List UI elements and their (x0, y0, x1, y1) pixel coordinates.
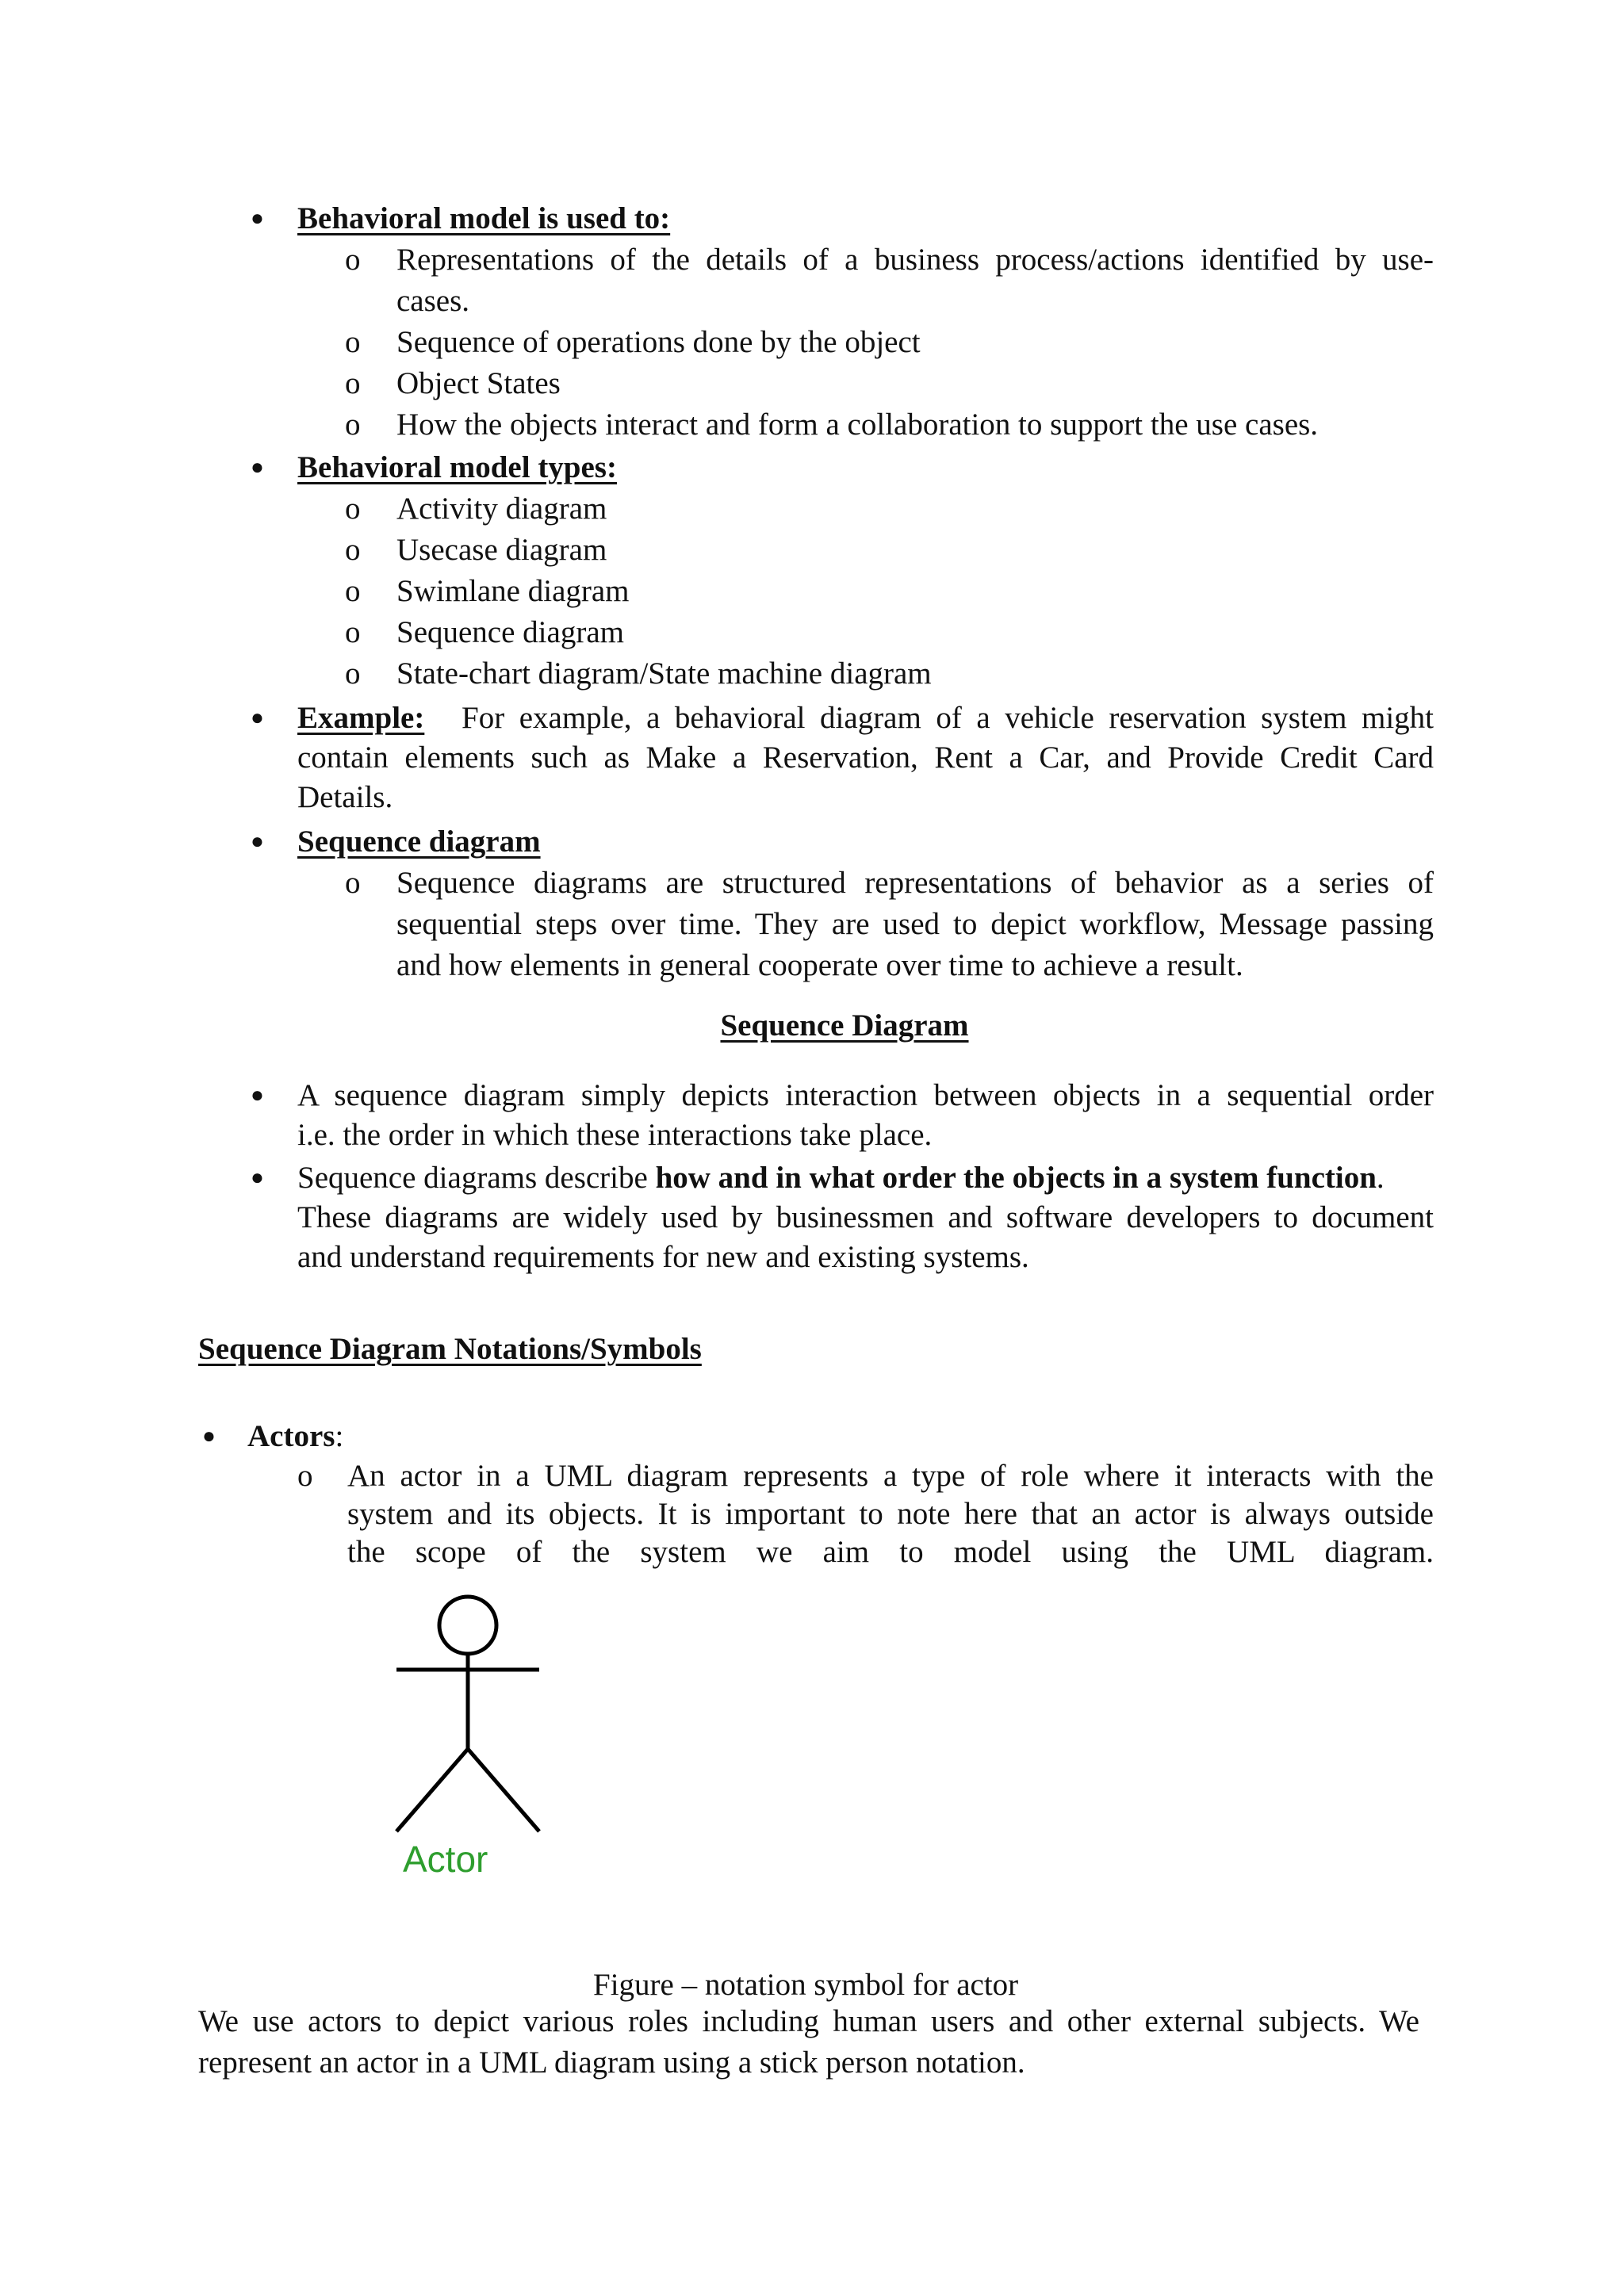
paragraph-text: i.e. the order in which these interactions take place. (297, 1118, 933, 1152)
actors-heading (247, 1416, 343, 1457)
bullet-icon: ● (251, 706, 264, 730)
section-heading-sequence-diagram: Sequence diagram (297, 825, 541, 859)
bullet-icon: ● (251, 455, 264, 480)
paragraph-text: A sequence diagram simply depicts interaction between objects in a sequential order (297, 1078, 1434, 1112)
list-item-text: Sequence diagram (396, 615, 624, 649)
bullet-icon: ● (251, 1083, 264, 1108)
sub-bullet-icon: o (345, 408, 361, 442)
paragraph-text (297, 1158, 1385, 1199)
actors-text: An actor in a UML diagram represents a type of role where it interacts with the (347, 1459, 1434, 1493)
bullet-icon: ● (251, 1165, 264, 1190)
sub-bullet-icon: o (345, 243, 361, 277)
actors-colon: : (335, 1419, 344, 1453)
sub-bullet-icon: o (345, 325, 361, 359)
section-heading-behavioral-model-used: Behavioral model is used to: (297, 201, 671, 235)
closing-paragraph-text: represent an actor in a UML diagram using a stick person notation. (198, 2045, 1025, 2080)
paragraph-text-plain: . (1376, 1161, 1385, 1195)
figure-caption: Figure – notation symbol for actor (593, 1968, 1019, 2002)
paragraph-text-plain: Sequence diagrams describe (297, 1161, 656, 1195)
actor-left-leg (396, 1749, 468, 1831)
list-item-text: Sequence of operations done by the object (396, 325, 921, 359)
paragraph-text-bold: how and in what order the objects in a system function (655, 1161, 1377, 1195)
actors-text: system and its objects. It is important to note here that an actor is always outside (347, 1497, 1434, 1531)
notations-heading: Sequence Diagram Notations/Symbols (198, 1332, 702, 1366)
sub-bullet-icon: o (297, 1459, 313, 1493)
actor-head (439, 1597, 496, 1654)
section-heading-behavioral-model-types: Behavioral model types: (297, 450, 617, 484)
sub-bullet-icon: o (345, 866, 361, 900)
list-item-text: Swimlane diagram (396, 574, 630, 608)
bullet-icon: ● (251, 829, 264, 854)
paragraph-text: These diagrams are widely used by businessmen and software developers to document (297, 1200, 1434, 1234)
sub-bullet-icon: o (345, 574, 361, 608)
sub-bullet-icon: o (345, 492, 361, 526)
sub-bullet-icon: o (345, 656, 361, 691)
list-item-text: Representations of the details of a business process/actions identified by use- (396, 243, 1434, 277)
bullet-icon: ● (202, 1424, 216, 1448)
example-text: For example, a behavioral diagram of a vehicle reservation system might (462, 701, 1434, 735)
example-text: Details. (297, 780, 393, 814)
actors-text: the scope of the system we aim to model using the UML diagram. (347, 1535, 1434, 1569)
sequence-diagram-text: Sequence diagrams are structured representations of behavior as a series of (396, 866, 1434, 900)
closing-paragraph-text: We use actors to depict various roles including human users and other external subjects. We (198, 2004, 1419, 2038)
actor-right-leg (468, 1749, 539, 1831)
actors-label: Actors (247, 1419, 335, 1453)
sequence-diagram-text: and how elements in general cooperate over time to achieve a result. (396, 948, 1243, 982)
list-item-text: How the objects interact and form a collaboration to support the use cases. (396, 408, 1319, 442)
sub-bullet-icon: o (345, 533, 361, 567)
list-item-text: Activity diagram (396, 492, 607, 526)
page-section-title: Sequence Diagram (720, 1008, 969, 1043)
example-text: contain elements such as Make a Reservation, Rent a Car, and Provide Credit Card (297, 740, 1434, 775)
sequence-diagram-text: sequential steps over time. They are used to depict workflow, Message passing (396, 907, 1434, 941)
actor-figure-label: Actor (403, 1839, 488, 1880)
list-item-text: State-chart diagram/State machine diagram (396, 656, 932, 691)
list-item-text: Usecase diagram (396, 533, 607, 567)
list-item-text: Object States (396, 366, 561, 400)
paragraph-text: and understand requirements for new and existing systems. (297, 1240, 1029, 1274)
sub-bullet-icon: o (345, 366, 361, 400)
sub-bullet-icon: o (345, 615, 361, 649)
list-item-text-continuation: cases. (396, 284, 470, 318)
bullet-icon: ● (251, 206, 264, 231)
example-label: Example: (297, 701, 425, 735)
